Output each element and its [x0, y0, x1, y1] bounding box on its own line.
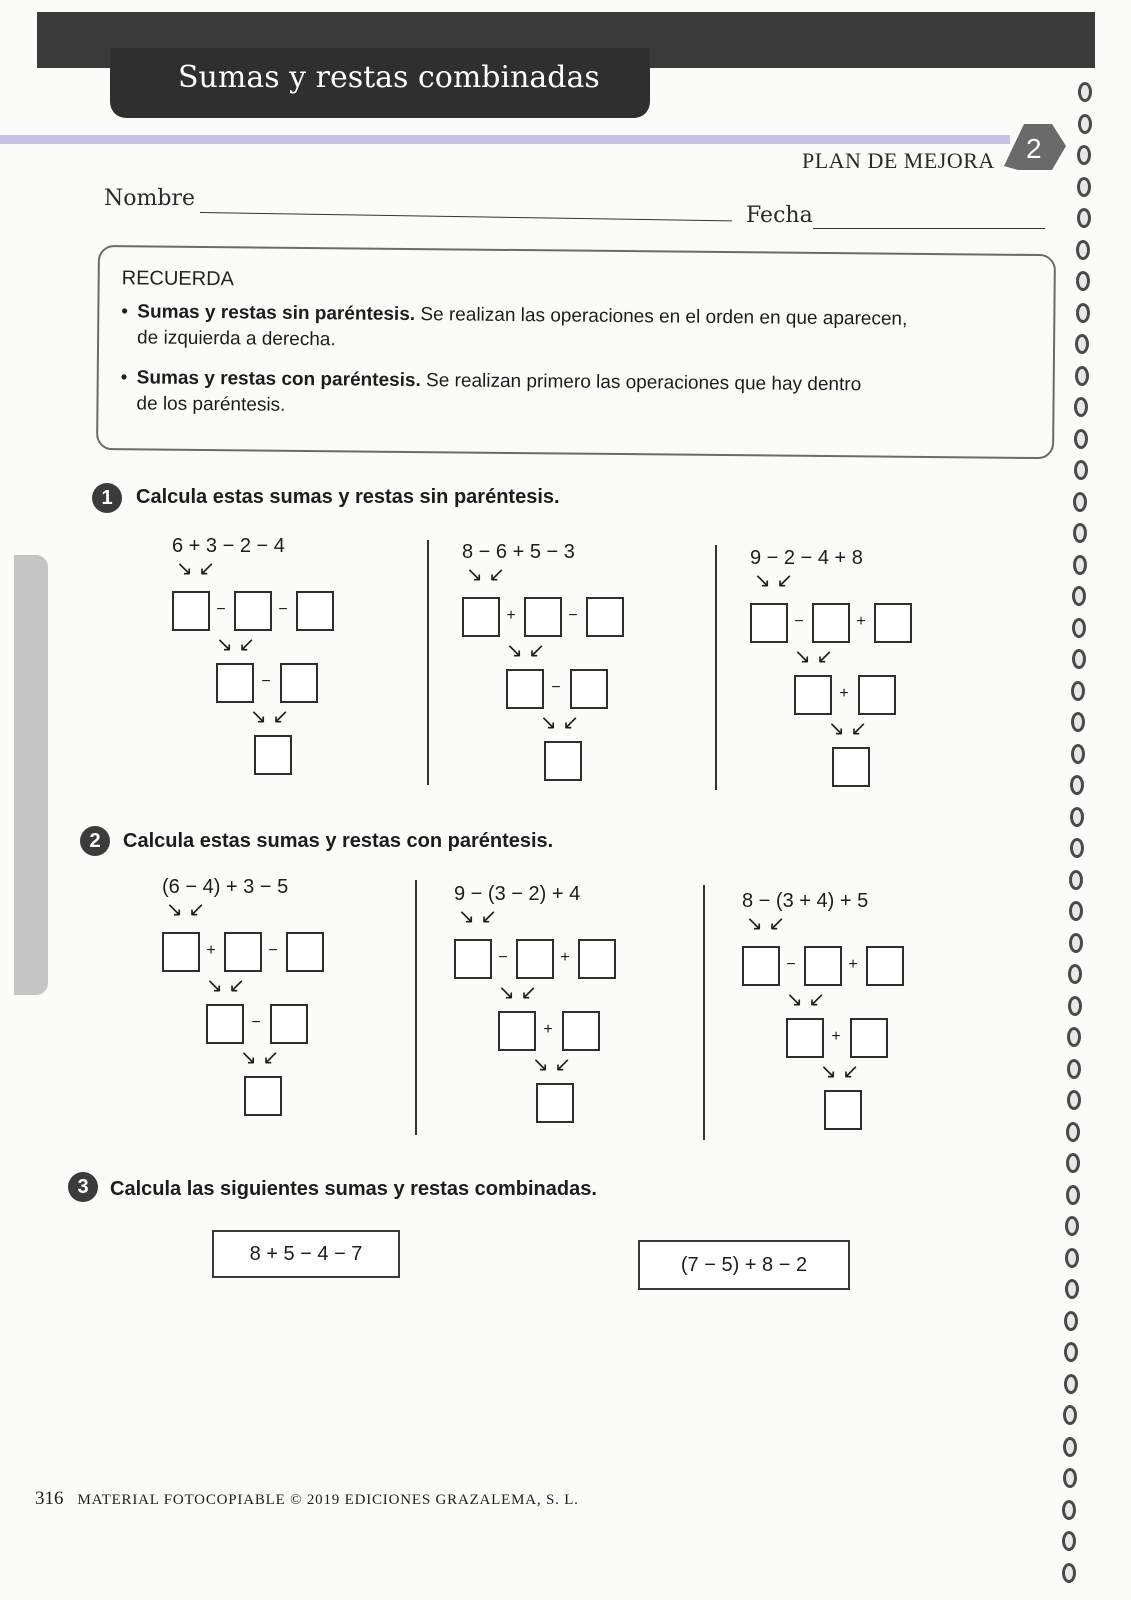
exercise-number: 3 [68, 1172, 98, 1202]
binding-ring [1076, 271, 1090, 291]
binding-ring [1065, 1216, 1079, 1236]
bullet-icon: • [120, 367, 128, 389]
date-label: Fecha [746, 203, 813, 228]
page-number: 316 [35, 1488, 64, 1509]
answer-box[interactable] [270, 1004, 308, 1044]
plan-number: 2 [1026, 133, 1042, 164]
answer-box[interactable] [850, 1018, 888, 1058]
plan-label: PLAN DE MEJORA [802, 148, 995, 173]
binding-ring [1075, 334, 1089, 354]
rule-text: Se realizan las operaciones en el orden en que aparecen, [415, 304, 908, 330]
answer-box[interactable] [280, 663, 318, 703]
binding-ring [1065, 1279, 1079, 1299]
operator: − [794, 613, 804, 630]
binding-ring [1073, 555, 1087, 575]
expression: 6 + 3 − 2 − 4 [172, 535, 285, 557]
binding-ring [1073, 492, 1087, 512]
binding-ring [1066, 1185, 1080, 1205]
operator: − [251, 1014, 261, 1031]
calc-expression-box [638, 1240, 850, 1290]
binding-ring [1072, 649, 1086, 669]
result-box[interactable] [832, 747, 870, 787]
binding-ring [1064, 1374, 1078, 1394]
binding-ring [1068, 964, 1082, 984]
arrows-icon: ↘ ↙ [166, 899, 206, 921]
answer-box[interactable] [874, 603, 912, 643]
arrows-icon: ↘ ↙ [506, 640, 546, 662]
binding-ring [1063, 1405, 1077, 1425]
arrows-icon: ↘ ↙ [754, 570, 794, 592]
rule-no-parentheses [121, 299, 1021, 360]
result-box[interactable] [254, 735, 292, 775]
operator: + [206, 942, 216, 959]
rule-with-parentheses [120, 365, 1020, 426]
binding-ring [1071, 744, 1085, 764]
binding-ring [1071, 681, 1085, 701]
arrows-icon: ↘ ↙ [532, 1054, 572, 1076]
operator: − [568, 607, 578, 624]
expression: 8 − (3 + 4) + 5 [742, 890, 869, 912]
answer-box[interactable] [562, 1011, 600, 1051]
binding-ring [1062, 1531, 1076, 1551]
expression: 9 − 2 − 4 + 8 [750, 547, 863, 569]
arrows-icon: ↘ ↙ [786, 989, 826, 1011]
answer-box[interactable] [812, 603, 850, 643]
binding-ring [1076, 240, 1090, 260]
calc-expression: 8 + 5 − 4 − 7 [249, 1243, 363, 1265]
arrows-icon: ↘ ↙ [794, 646, 834, 668]
result-box[interactable] [824, 1090, 862, 1130]
operator: − [278, 601, 288, 618]
side-tab [14, 555, 48, 995]
binding-ring [1078, 82, 1092, 102]
expression: 9 − (3 − 2) + 4 [454, 883, 581, 905]
expression: 8 − 6 + 5 − 3 [462, 541, 575, 563]
operator: − [498, 949, 508, 966]
answer-box[interactable] [786, 1018, 824, 1058]
arrows-icon: ↘ ↙ [498, 982, 538, 1004]
answer-box[interactable] [286, 932, 324, 972]
arrows-icon: ↘ ↙ [176, 558, 216, 580]
answer-box[interactable] [234, 591, 272, 631]
date-field[interactable] [813, 228, 1045, 229]
binding-ring [1064, 1311, 1078, 1331]
result-box[interactable] [536, 1083, 574, 1123]
operator: − [216, 601, 226, 618]
arrows-icon: ↘ ↙ [216, 634, 256, 656]
binding-ring [1071, 712, 1085, 732]
binding-ring [1072, 618, 1086, 638]
header-divider [0, 135, 1010, 144]
operator: − [551, 679, 561, 696]
arrows-icon: ↘ ↙ [250, 706, 290, 728]
binding-ring [1063, 1468, 1077, 1488]
binding-ring [1064, 1342, 1078, 1362]
binding-ring [1067, 1059, 1081, 1079]
binding-ring [1069, 901, 1083, 921]
exercise-title: Calcula las siguientes sumas y restas combinadas. [110, 1178, 597, 1200]
column-divider [715, 545, 717, 790]
binding-ring [1076, 303, 1090, 323]
bullet-icon: • [121, 301, 129, 323]
binding-ring [1074, 460, 1088, 480]
arrows-icon: ↘ ↙ [458, 906, 498, 928]
recuerda-title: RECUERDA [121, 267, 235, 291]
binding-ring [1069, 933, 1083, 953]
binding-ring [1062, 1563, 1076, 1583]
binding-ring [1077, 208, 1091, 228]
exercise-title: Calcula estas sumas y restas sin paréntesis. [136, 486, 560, 508]
operator: + [560, 949, 570, 966]
binding-ring [1065, 1248, 1079, 1268]
exercise-number: 1 [92, 483, 122, 513]
arrows-icon: ↘ ↙ [746, 913, 786, 935]
binding-ring [1077, 177, 1091, 197]
operator: + [856, 613, 866, 630]
calc-tree [462, 541, 662, 801]
calc-tree [162, 876, 362, 1136]
operator: + [848, 956, 858, 973]
binding-ring [1078, 114, 1092, 134]
answer-box[interactable] [516, 939, 554, 979]
binding-ring [1067, 1090, 1081, 1110]
rule-bold: Sumas y restas con paréntesis. [136, 367, 421, 392]
binding-ring [1066, 1153, 1080, 1173]
answer-box[interactable] [586, 597, 624, 637]
binding-ring [1069, 870, 1083, 890]
answer-box[interactable] [162, 932, 200, 972]
calc-tree [172, 535, 372, 795]
binding-ring [1070, 775, 1084, 795]
result-box[interactable] [544, 741, 582, 781]
answer-box[interactable] [578, 939, 616, 979]
answer-box[interactable] [570, 669, 608, 709]
column-divider [703, 885, 705, 1140]
arrows-icon: ↘ ↙ [820, 1061, 860, 1083]
plan-badge [1004, 124, 1066, 174]
binding-ring [1072, 586, 1086, 606]
chevron-badge-icon [1004, 124, 1066, 174]
page-title: Sumas y restas combinadas [178, 60, 600, 95]
binding-ring [1074, 429, 1088, 449]
name-label: Nombre [104, 186, 195, 211]
calc-expression-box [212, 1230, 400, 1278]
binding-ring [1073, 523, 1087, 543]
rule-text: de los paréntesis. [136, 393, 286, 416]
rule-text: de izquierda a derecha. [137, 327, 336, 351]
binding-ring [1062, 1500, 1076, 1520]
answer-box[interactable] [462, 597, 500, 637]
calc-tree [750, 547, 950, 807]
answer-box[interactable] [524, 597, 562, 637]
calc-tree [742, 890, 942, 1150]
operator: − [786, 956, 796, 973]
answer-box[interactable] [506, 669, 544, 709]
answer-box[interactable] [224, 932, 262, 972]
answer-box[interactable] [858, 675, 896, 715]
binding-ring [1067, 1027, 1081, 1047]
rule-text: Se realizan primero las operaciones que hay dentro [420, 370, 862, 396]
exercise-number: 2 [80, 826, 110, 856]
answer-box[interactable] [216, 663, 254, 703]
recuerda-box [96, 245, 1056, 459]
calc-tree [454, 883, 654, 1143]
answer-box[interactable] [750, 603, 788, 643]
answer-box[interactable] [794, 675, 832, 715]
operator: − [268, 942, 278, 959]
arrows-icon: ↘ ↙ [206, 975, 246, 997]
column-divider [427, 540, 429, 785]
column-divider [415, 880, 417, 1135]
arrows-icon: ↘ ↙ [540, 712, 580, 734]
name-field[interactable] [200, 212, 732, 221]
answer-box[interactable] [866, 946, 904, 986]
binding-ring [1066, 1122, 1080, 1142]
answer-box[interactable] [498, 1011, 536, 1051]
answer-box[interactable] [804, 946, 842, 986]
answer-box[interactable] [454, 939, 492, 979]
binding-ring [1068, 996, 1082, 1016]
operator: + [831, 1028, 841, 1045]
binding-ring [1070, 838, 1084, 858]
answer-box[interactable] [742, 946, 780, 986]
operator: − [261, 673, 271, 690]
operator: + [543, 1021, 553, 1038]
binding-ring [1070, 807, 1084, 827]
operator: + [839, 685, 849, 702]
footer-text: MATERIAL FOTOCOPIABLE © 2019 EDICIONES GRAZALEMA, S. L. [77, 1492, 579, 1508]
binding-ring [1074, 397, 1088, 417]
answer-box[interactable] [296, 591, 334, 631]
answer-box[interactable] [206, 1004, 244, 1044]
arrows-icon: ↘ ↙ [466, 564, 506, 586]
calc-expression: (7 − 5) + 8 − 2 [680, 1254, 808, 1276]
exercise-title: Calcula estas sumas y restas con paréntesis. [123, 830, 554, 852]
binding-ring [1063, 1437, 1077, 1457]
binding-ring [1075, 366, 1089, 386]
binding-ring [1077, 145, 1091, 165]
result-box[interactable] [244, 1076, 282, 1116]
arrows-icon: ↘ ↙ [828, 718, 868, 740]
footer [35, 1488, 579, 1510]
answer-box[interactable] [172, 591, 210, 631]
arrows-icon: ↘ ↙ [240, 1047, 280, 1069]
expression: (6 − 4) + 3 − 5 [162, 876, 289, 898]
operator: + [506, 607, 516, 624]
rule-bold: Sumas y restas sin paréntesis. [137, 301, 416, 326]
